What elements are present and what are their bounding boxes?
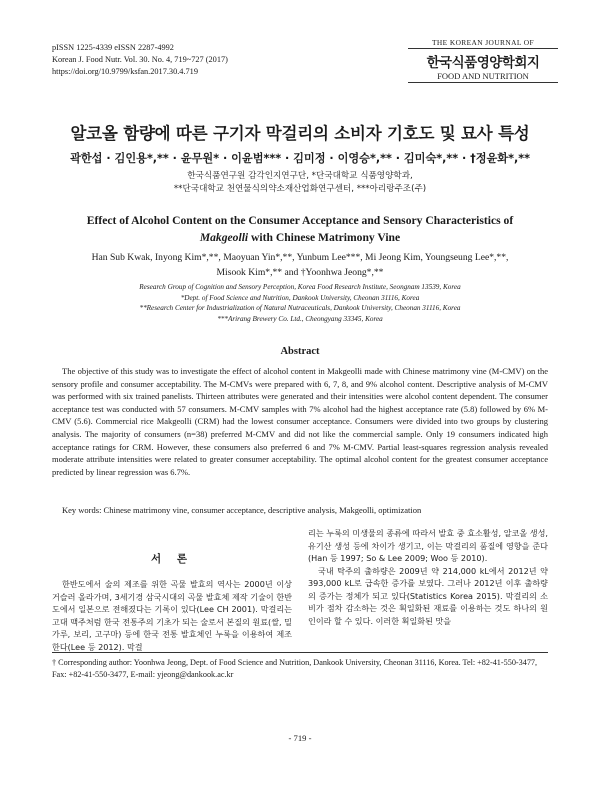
journal-logo [408,38,558,83]
journal-name-en-bottom: FOOD AND NUTRITION [408,71,558,83]
affiliations-korean [0,170,600,196]
affiliation-ko-line: **단국대학교 천연물식의약소재산업화연구센터, ***아리랑주조(주) [173,184,427,194]
abstract-text: The objective of this study was to investigate the effect of alcohol content in Makgeolli made with Chinese matrimony vine (M-CMV) on the sensory profile and consumer acceptability. The M-CMVs were prepared with 6, 7, 8, and 9% alcohol content. Descriptive analysis of M-CMV was performed with six trained panelists. Thirteen attributes were generated and their intensities were alcohol content dependent. The consumer acceptance test was conducted with 57 consumers. M-CMV samples with 7% alcohol had the highest acceptance rate (5.8) followed by 6% M-CMV (5.6). Commercial rice Makgeolli (CRM) had the lowest consumer acceptance. Consumers were divided into two groups by clustering analysis. The majority of consumers (n=38) preferred M-CMV and did not like the commercial sample. Only 19 consumers indicated high acceptance ratings for CRM. However, these consumers also preferred 6 and 7% M-CMV. Partial least-squares regression analysis revealed moderate attribute intensities were related to greater consumer acceptability. The optimal alcohol content for the greatest consumer acceptance predicted by linear regression was 6.7%. [52,366,548,477]
authors-english [40,250,560,280]
section-heading-introduction: 서 론 [151,553,193,565]
body-paragraph: 리는 누룩의 미생물의 종류에 따라서 발효 중 효소활성, 알코올 생성, 유기산 생성 등에 차이가 생기고, 이는 막걸리의 품질에 영향을 준다(Han 등 1997; So & Lee 2009; Woo 등 2010). [308,528,548,563]
corresponding-author-footnote: † Corresponding author: Yoonhwa Jeong, Dept. of Food Science and Nutrition, Dankook University, Cheonan 31116, Korea. Tel: +82-41-550-3477, Fax: +82-41-550-3477, E-mail: yjeong@dankook.ac.kr [52,658,538,679]
authors-english-line1: Han Sub Kwak, Inyong Kim*,**, Maoyuan Yin*,**, Yunbum Lee***, Mi Jeong Kim, Youngseung Lee*,**, [91,252,509,263]
body-right-column [308,527,548,627]
affiliations-english [40,282,560,324]
title-makgeolli: Makgeolli [199,231,249,244]
title-english-line1: Effect of Alcohol Content on the Consumer Acceptance and Sensory Characteristics of [86,214,514,227]
affiliation-ko-line: 한국식품연구원 감각인지연구단, *단국대학교 식품영양학과, [187,171,413,181]
affiliation-en-line: **Research Center for Industrialization of Natural Nutraceuticals, Dankook University, Cheonan 31116, Korea [139,304,461,313]
title-korean: 알코올 함량에 따른 구기자 막걸리의 소비자 기호도 및 묘사 특성 [70,124,530,143]
title-english [40,212,560,246]
body-paragraph: 한반도에서 술의 제조를 위한 곡물 발효의 역사는 2000년 이상 거슬러 올라가며, 3세기경 삼국시대의 곡물 발효체 제작 기술이 한반도에서 일본으로 전해졌다는 기록이 있다(Lee CH 2001). 막걸리는 고대 맥주처럼 한국 전통주의 기초가 되는 술로서 본질의 원료(쌀, 밀가루, 보리, 고구마) 등에 한국 전통 발효체인 누룩을 이용하여 제조한다(Lee 등 2012). 막걸 [52,579,292,652]
title-english-line2-rest: with Chinese Matrimony Vine [248,231,401,244]
body-left-column [52,578,292,653]
journal-name-en-top: THE KOREAN JOURNAL OF [408,38,558,49]
footnote-divider [52,652,548,653]
authors-korean: 곽한섭 · 김인용*,** · 윤무원* · 이윤범*** · 김미정 · 이영승*,** · 김미숙*,** · †정윤화*,** [70,152,530,165]
journal-name-ko: 한국식품영양학회지 [426,55,540,71]
affiliation-en-line: *Dept. of Food Science and Nutrition, Dankook University, Cheonan 31116, Korea [180,293,420,302]
abstract-heading: Abstract [280,346,320,357]
body-paragraph: 국내 탁주의 출하량은 2009년 약 214,000 kL에서 2012년 약 393,000 kL로 급속한 증가를 보였다. 그러나 2012년 이후 출하량의 증가는 정체가 되고 있다(Statistics Korea 2015). 막걸리의 소비가 점차 감소하는 것은 획일화된 재료를 이용하는 것도 하나의 원인이라 할 수 있다. 이러한 획일화된 맛을 [308,565,548,626]
citation-line: Korean J. Food Nutr. Vol. 30. No. 4, 719~727 (2017) [52,55,228,64]
article-meta [52,42,228,78]
authors-english-line2: Misook Kim*,** and †Yoonhwa Jeong*,** [216,267,384,278]
keywords: Key words: Chinese matrimony vine, consumer acceptance, descriptive analysis, Makgeolli, optimization [62,505,422,515]
affiliation-en-line: Research Group of Cognition and Sensory Perception, Korea Food Research Institute, Seongnam 13539, Korea [139,283,461,291]
affiliation-en-line: ***Arirang Brewery Co. Ltd., Cheongyang 33345, Korea [217,314,383,323]
issn-line: pISSN 1225-4339 eISSN 2287-4992 [52,43,174,52]
page-number: - 719 - [288,733,312,743]
title-english-line2 [40,229,560,246]
doi-link[interactable]: https://doi.org/10.9799/ksfan.2017.30.4.719 [52,67,198,76]
